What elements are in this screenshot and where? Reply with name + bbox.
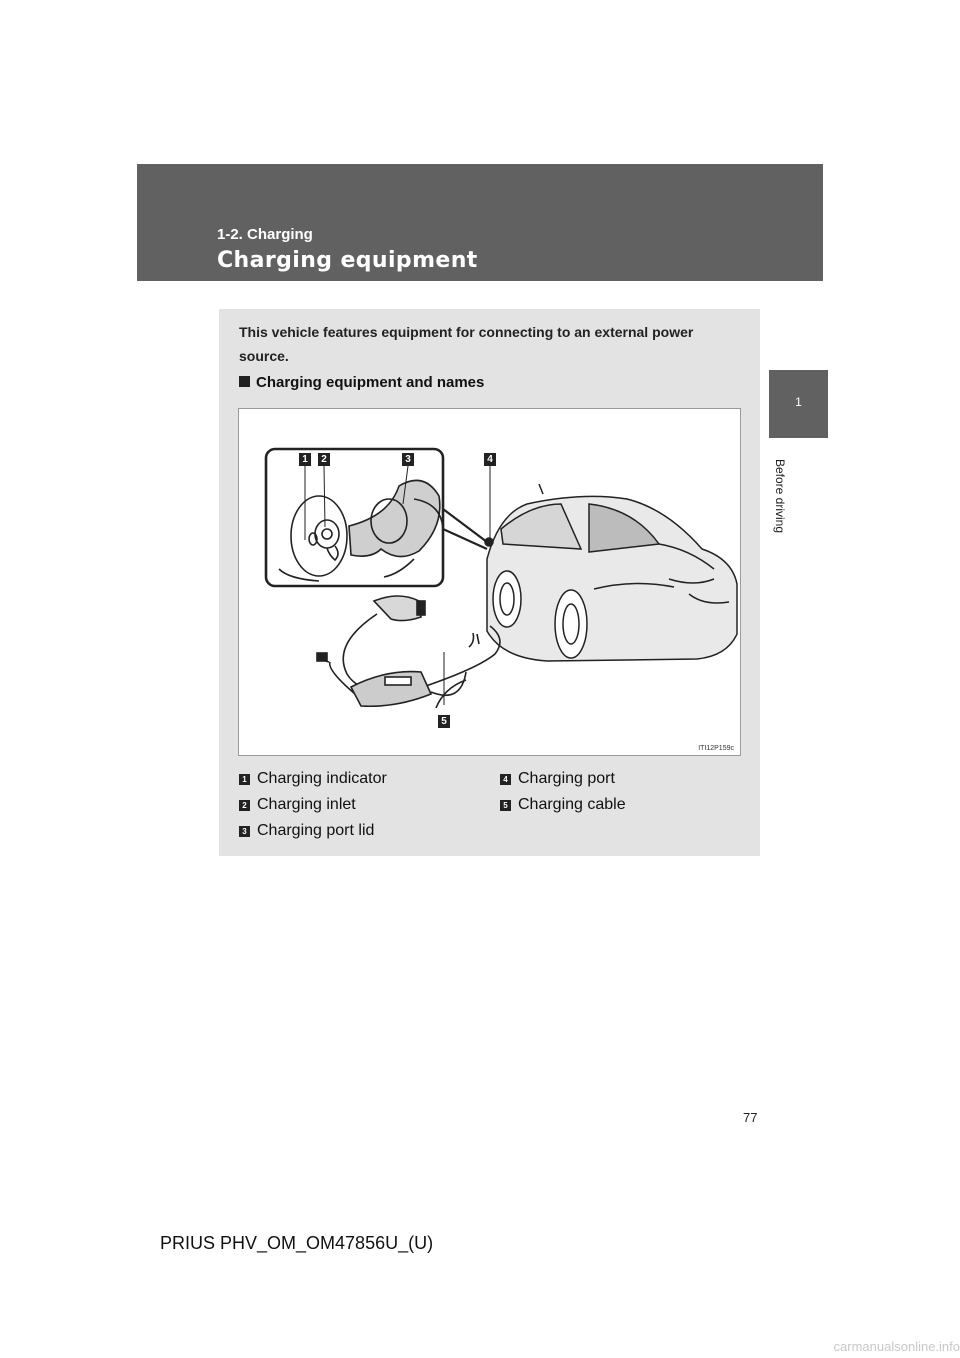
callout-5: 5 — [438, 715, 450, 728]
legend-item — [500, 766, 626, 792]
charging-port-closeup — [266, 449, 487, 586]
content-panel — [219, 309, 760, 856]
intro-text: This vehicle features equipment for connecting to an external power source. — [239, 324, 694, 364]
legend-label: Charging cable — [518, 796, 626, 813]
page-header — [137, 164, 823, 281]
legend-number: 3 — [239, 826, 250, 837]
charging-cable-illustration — [317, 596, 500, 708]
legend-number: 4 — [500, 774, 511, 785]
subheading-text: Charging equipment and names — [256, 374, 485, 391]
chapter-tab: 1 — [769, 370, 828, 438]
section-label: 1-2. Charging — [217, 226, 313, 243]
legend-item — [239, 792, 387, 818]
page-title: Charging equipment — [217, 248, 478, 273]
legend-left — [239, 766, 387, 844]
figure-id: ITI12P159c — [698, 745, 734, 752]
legend-number: 5 — [500, 800, 511, 811]
car-illustration — [485, 484, 737, 661]
charging-equipment-figure — [238, 408, 741, 756]
document-code: PRIUS PHV_OM_OM47856U_(U) — [160, 1233, 434, 1253]
subheading — [239, 374, 484, 391]
legend-label: Charging inlet — [257, 796, 356, 813]
legend-right — [500, 766, 626, 818]
legend-label: Charging port — [518, 770, 615, 787]
callout-1: 1 — [299, 453, 311, 466]
legend-label: Charging indicator — [257, 770, 387, 787]
legend-item — [239, 818, 387, 844]
callout-4: 4 — [484, 453, 496, 466]
legend-item — [239, 766, 387, 792]
square-bullet-icon — [239, 376, 250, 387]
watermark: carmanualsonline.info — [833, 1339, 960, 1354]
callout-2: 2 — [318, 453, 330, 466]
legend-number: 2 — [239, 800, 250, 811]
legend-number: 1 — [239, 774, 250, 785]
legend-item — [500, 792, 626, 818]
page-number: 77 — [743, 1110, 758, 1125]
chapter-label-text: Before driving — [773, 458, 788, 533]
callout-3: 3 — [402, 453, 414, 466]
chapter-label — [768, 448, 792, 543]
legend-label: Charging port lid — [257, 822, 375, 839]
